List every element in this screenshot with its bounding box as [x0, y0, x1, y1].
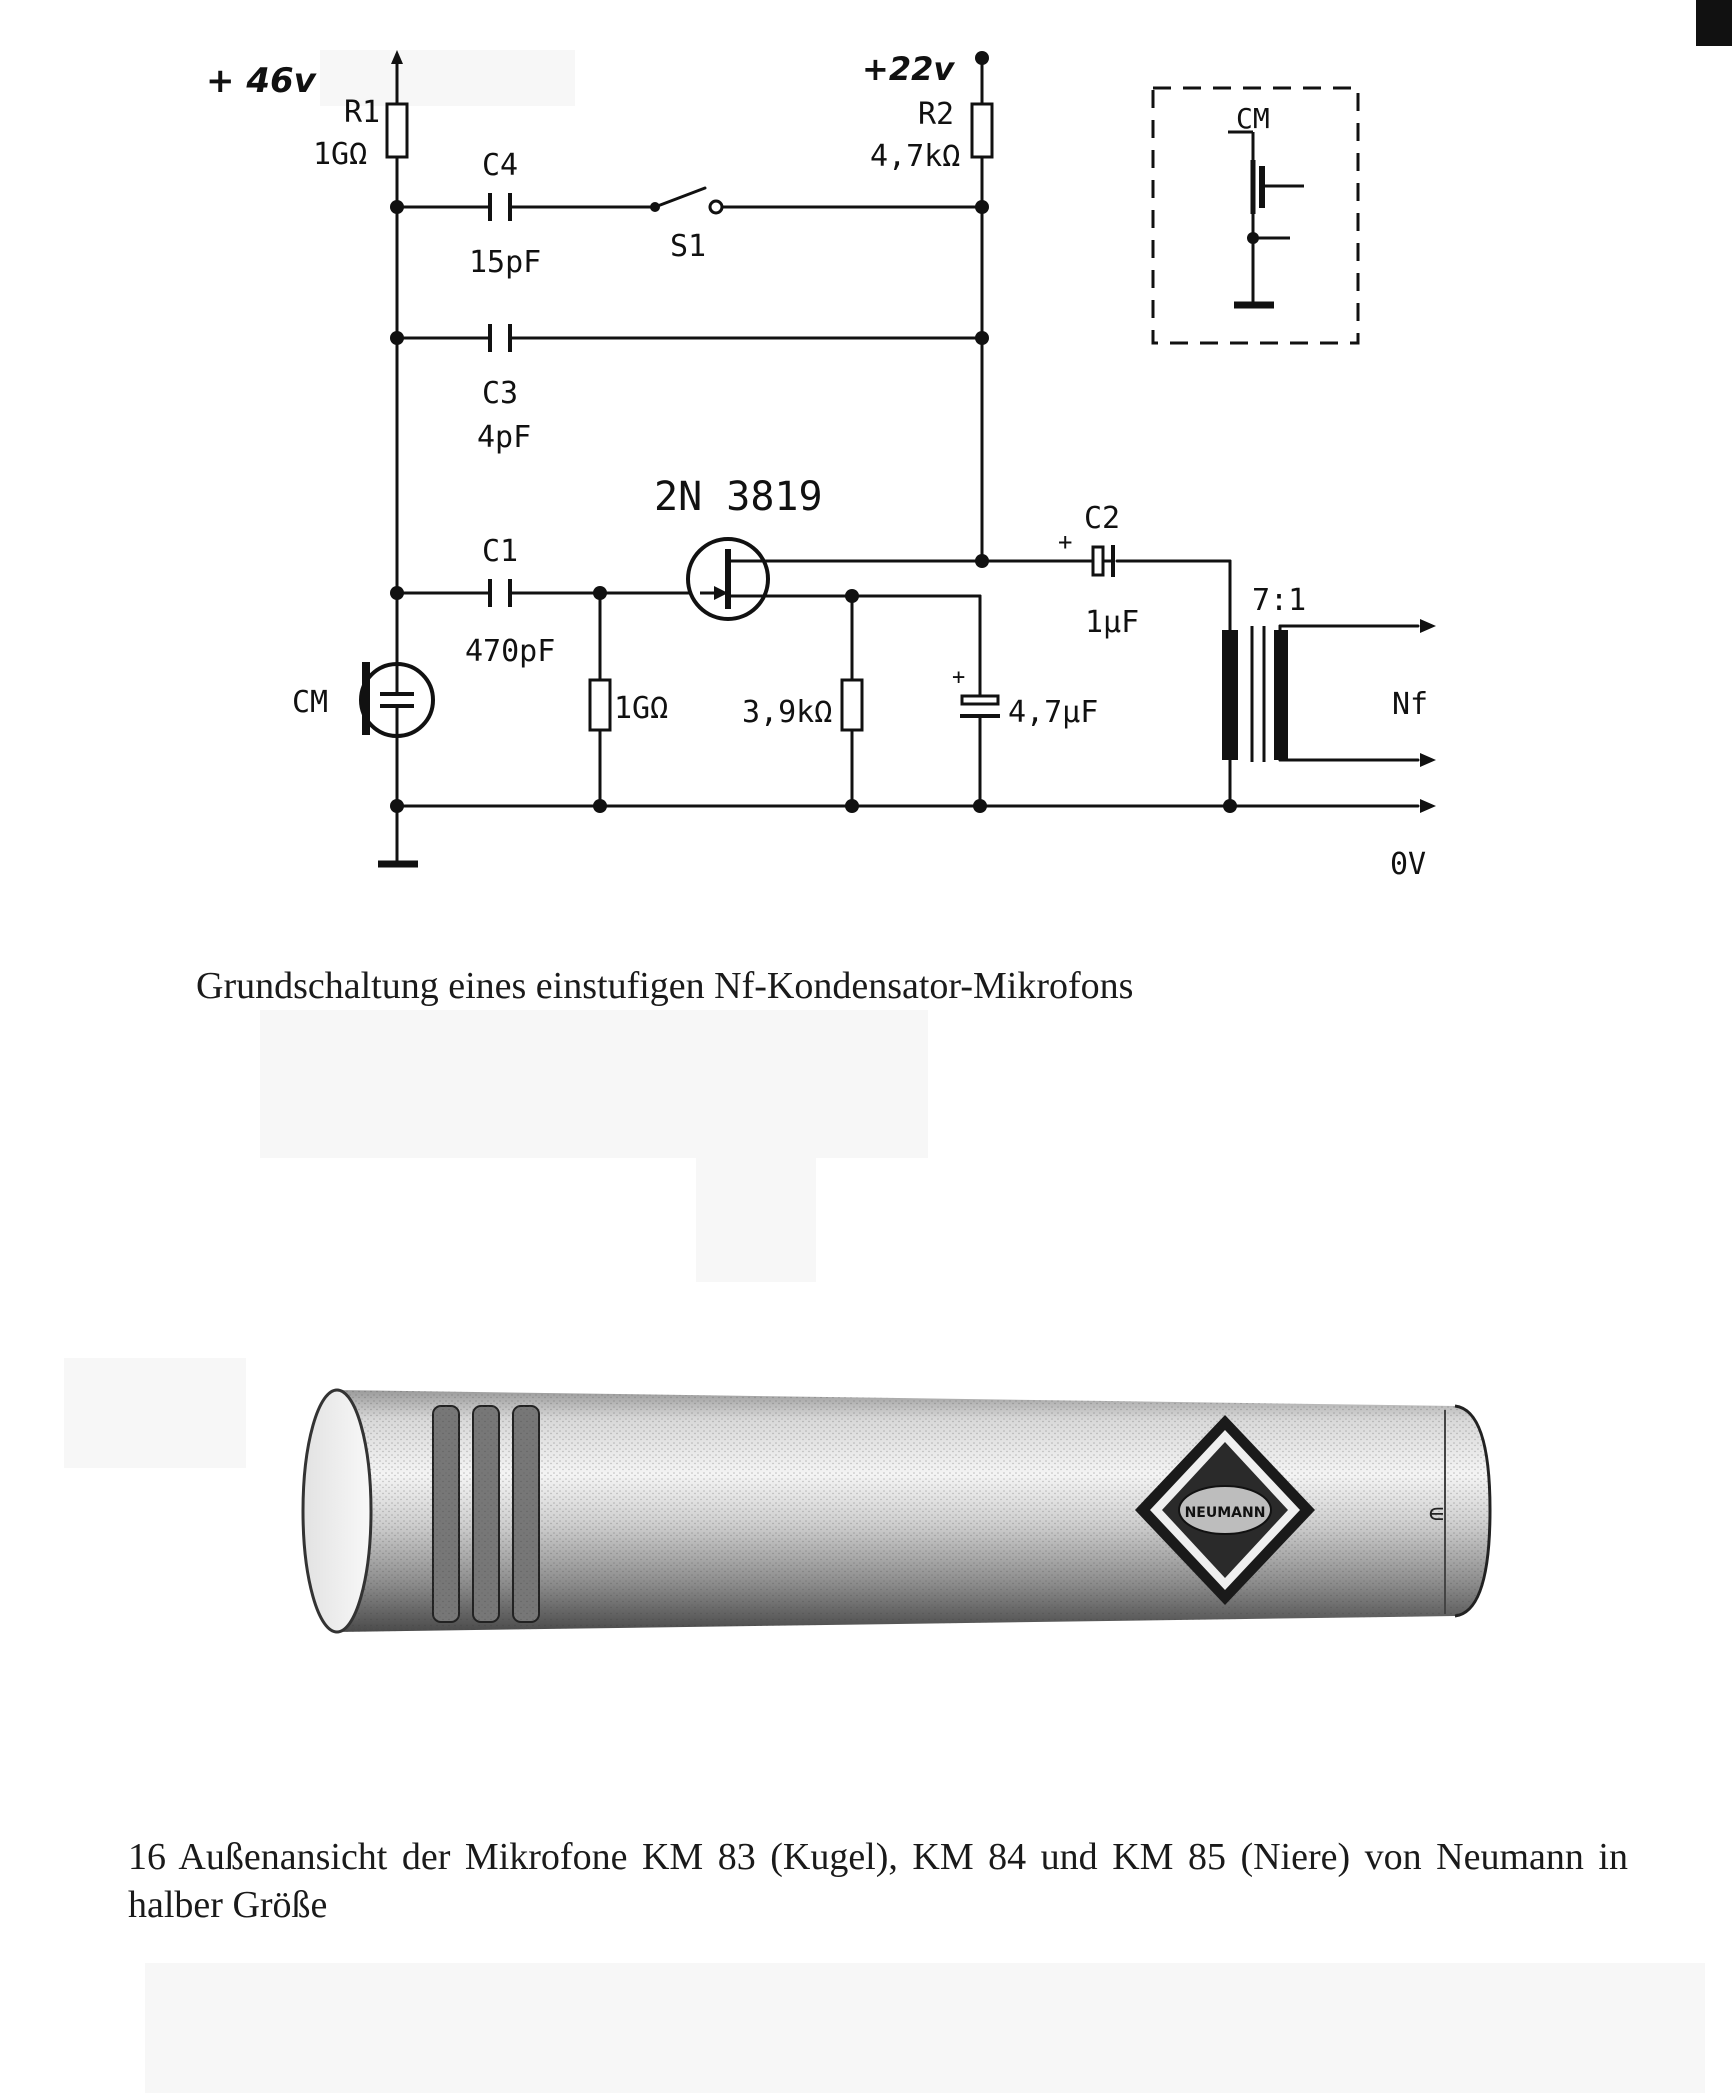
- r2-name-label: R2: [918, 97, 955, 132]
- resistor-r2: [972, 104, 992, 157]
- inset-label: CM: [1236, 102, 1270, 135]
- source-resistor-label: 3,9kΩ: [742, 695, 833, 730]
- c2-polarity-label: +: [1058, 528, 1073, 556]
- switch-s1-contact: [650, 202, 660, 212]
- microphone-front-cap: [303, 1390, 371, 1632]
- photo-caption: 16 Außenansicht der Mikrofone KM 83 (Kugel), KM 84 und KM 85 (Niere) von Neumann in halber Größe: [128, 1836, 1628, 1926]
- scan-artifact: [145, 1963, 1705, 2093]
- circuit-schematic: [0, 0, 1732, 920]
- transformer-ratio-label: 7:1: [1252, 583, 1307, 618]
- c1-name-label: C1: [482, 534, 519, 569]
- condenser-capsule: [361, 660, 433, 740]
- capacitor-source: [960, 696, 1000, 716]
- microphone-photo: [295, 1370, 1525, 1650]
- source-capacitor-polarity: +: [952, 665, 966, 690]
- svg-text:∊: ∊: [1427, 1499, 1446, 1529]
- c2-name-label: C2: [1084, 501, 1121, 536]
- fet-label: 2N 3819: [654, 474, 823, 520]
- scan-artifact: [696, 1158, 816, 1282]
- resistor-r1: [387, 104, 407, 157]
- supply-terminal-left: [391, 50, 403, 64]
- c4-name-label: C4: [482, 148, 519, 183]
- r1-name-label: R1: [344, 95, 381, 130]
- r1-value-label: 1GΩ: [313, 137, 368, 172]
- c4-value-label: 15pF: [469, 245, 542, 280]
- c3-name-label: C3: [482, 376, 519, 411]
- resistor-gate: [590, 680, 610, 730]
- capsule-label: CM: [292, 685, 329, 720]
- supply-right-label: +22v: [862, 50, 955, 88]
- capacitor-c2: [1085, 545, 1113, 577]
- transformer: [1222, 626, 1288, 762]
- jfet-2n3819: [688, 539, 768, 619]
- resistor-source: [842, 680, 862, 730]
- output-label: Nf: [1392, 687, 1429, 722]
- source-capacitor-label: 4,7µF: [1008, 695, 1099, 730]
- supply-terminal-right: [975, 51, 989, 65]
- r2-value-label: 4,7kΩ: [870, 139, 961, 174]
- switch-s1-label: S1: [670, 229, 707, 264]
- c3-value-label: 4pF: [477, 420, 532, 455]
- scan-artifact: [260, 1010, 928, 1158]
- ground-label: 0V: [1390, 847, 1427, 882]
- grille-rings: [433, 1406, 539, 1622]
- figure-caption: Grundschaltung eines einstufigen Nf-Kondensator-Mikrofons: [196, 965, 1134, 1007]
- scan-artifact: [64, 1358, 246, 1468]
- c1-value-label: 470pF: [465, 634, 556, 669]
- supply-left-label: + 46v: [206, 61, 316, 101]
- gate-resistor-label: 1GΩ: [614, 691, 669, 726]
- logo-text: NEUMANN: [1184, 1505, 1266, 1521]
- c2-value-label: 1µF: [1085, 605, 1140, 640]
